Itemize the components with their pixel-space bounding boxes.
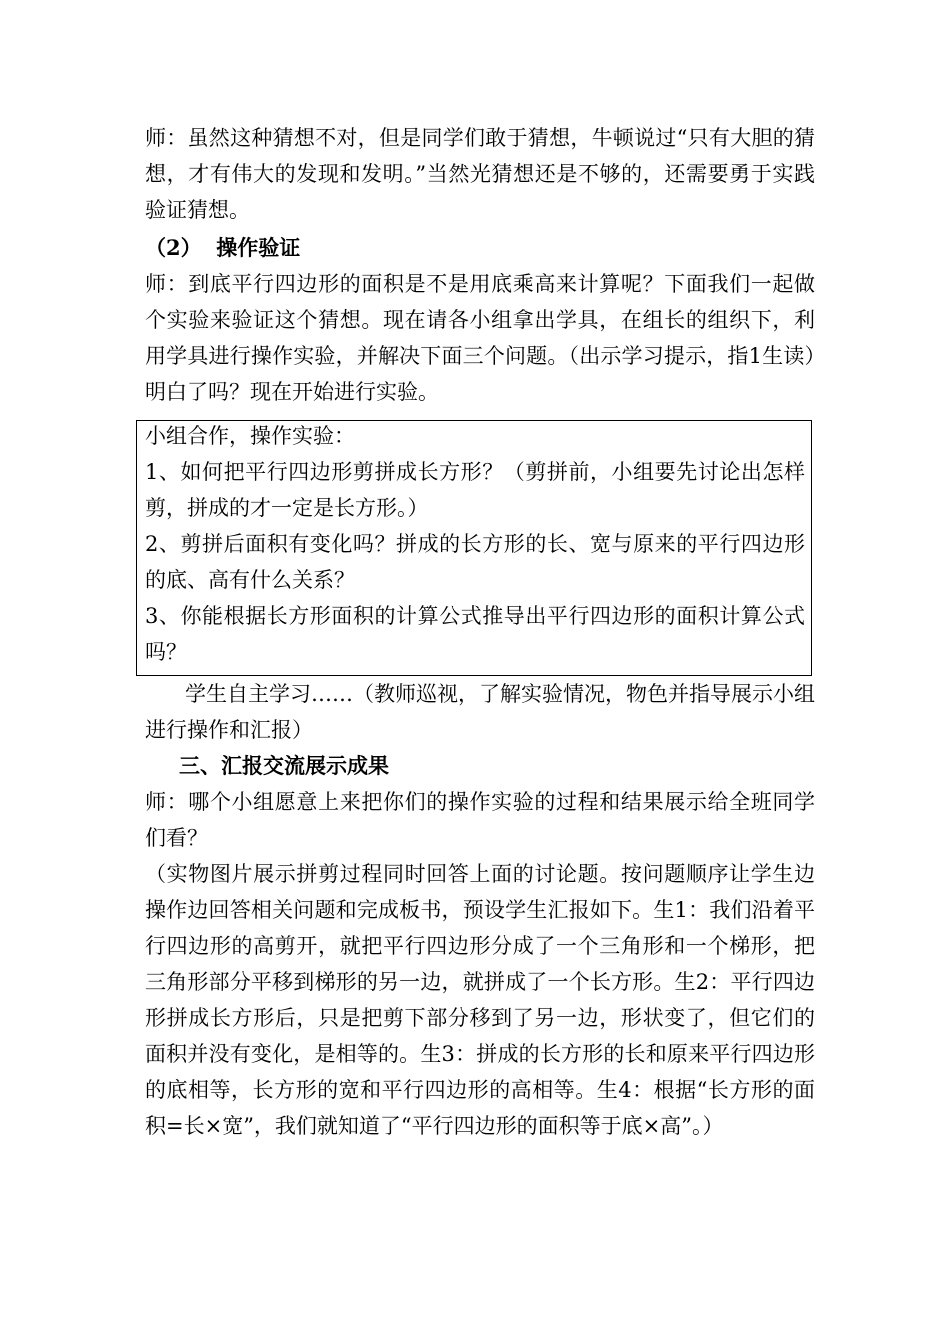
section-heading-report: 三、汇报交流展示成果 [179,753,389,778]
teacher-paragraph-invite: 师：哪个小组愿意上来把你们的操作实验的过程和结果展示给全班同学们看？ [145,790,815,850]
teacher-paragraph-guess: 师：虽然这种猜想不对，但是同学们敢于猜想，牛顿说过“只有大胆的猜想，才有伟大的发现和发明。”当然光猜想还是不够的，还需要勇于实践验证猜想。 [145,126,815,222]
task-question-2: 2、剪拼后面积有变化吗？拼成的长方形的长、宽与原来的平行四边形的底、高有什么关系？ [145,532,805,592]
task-question-3: 3、你能根据长方形面积的计算公式推导出平行四边形的面积计算公式吗？ [145,604,805,664]
task-question-1: 1、如何把平行四边形剪拼成长方形？（剪拼前，小组要先讨论出怎样剪，拼成的才一定是长方形。） [145,460,805,520]
student-report-paragraph: （实物图片展示拼剪过程同时回答上面的讨论题。按问题顺序让学生边操作边回答相关问题和完成板书，预设学生汇报如下。生1：我们沿着平行四边形的高剪开，就把平行四边形分成了一个三角形和一个梯形，把三角形部分平移到梯形的另一边，就拼成了一个长方形。生2：平行四边形拼成长方形后，只是把剪下部分移到了另一边，形状变了，但它们的面积并没有变化，是相等的。生3：拼成的长方形的长和原来平行四边形的底相等，长方形的宽和平行四边形的高相等。生4：根据“长方形的面积=长×宽”，我们就知道了“平行四边形的面积等于底×高”。） [145,862,815,1138]
section-heading-verify: （2） 操作验证 [145,235,301,260]
task-box [136,420,812,676]
task-box-title: 小组合作，操作实验： [145,424,355,448]
student-self-study-paragraph: 学生自主学习……（教师巡视，了解实验情况，物色并指导展示小组进行操作和汇报） [145,682,815,742]
teacher-paragraph-experiment: 师：到底平行四边形的面积是不是用底乘高来计算呢？下面我们一起做个实验来验证这个猜想。现在请各小组拿出学具，在组长的组织下，利用学具进行操作实验，并解决下面三个问题。（出示学习提示，指1生读）明白了吗？现在开始进行实验。 [145,272,815,404]
